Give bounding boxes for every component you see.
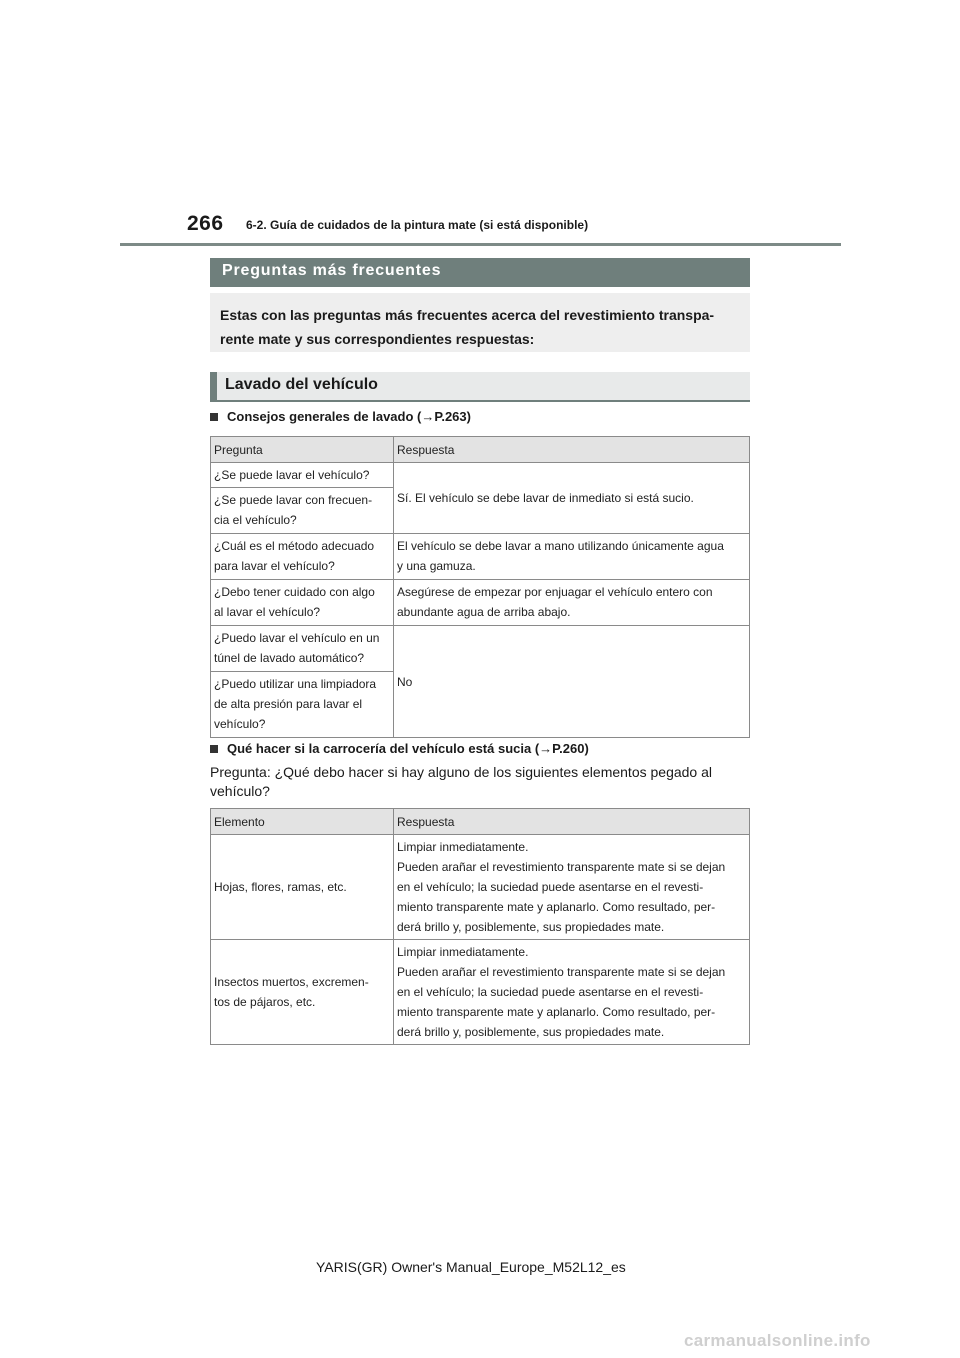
column-header-answer: Respuesta <box>394 437 750 463</box>
answer-cell <box>394 940 750 1045</box>
cell-line: túnel de lavado automático? <box>214 651 365 665</box>
table-row <box>211 580 750 626</box>
cell-line: ¿Se puede lavar el vehículo? <box>214 468 370 482</box>
page-title: Preguntas más frecuentes <box>210 258 750 287</box>
footer-manual-id: YARIS(GR) Owner's Manual_Europe_M52L12_es <box>316 1259 626 1275</box>
answer-cell <box>394 534 750 580</box>
cell-line: No <box>397 674 413 689</box>
cell-line: de alta presión para lavar el <box>214 697 363 711</box>
paragraph-line: vehículo? <box>210 783 270 799</box>
cell-line: Pueden arañar el revestimiento transparente mate si se dejan <box>397 965 726 979</box>
cell-line: ¿Se puede lavar con frecuen- <box>214 493 373 507</box>
cell-line: Hojas, flores, ramas, etc. <box>214 880 347 894</box>
subsection-title: Lavado del vehículo <box>210 372 750 402</box>
element-cell <box>211 940 394 1045</box>
cell-line: vehículo? <box>214 717 266 731</box>
cell-line: Limpiar inmediatamente. <box>397 945 529 959</box>
table-header-row <box>211 437 750 463</box>
bullet-heading-washing <box>210 409 471 424</box>
answer-cell <box>394 626 750 738</box>
cell-line: ¿Puedo utilizar una limpiadora <box>214 677 377 691</box>
column-header-answer: Respuesta <box>394 809 750 835</box>
cell-line: derá brillo y, posiblemente, sus propiedades mate. <box>397 920 665 934</box>
cell-line: en el vehículo; la suciedad puede asentarse en el revesti- <box>397 880 704 894</box>
cell-line: abundante agua de arriba abajo. <box>397 605 571 619</box>
cell-line: miento transparente mate y aplanarlo. Como resultado, per- <box>397 1005 716 1019</box>
square-bullet-icon <box>210 745 218 753</box>
element-cell <box>211 835 394 940</box>
question-cell <box>211 463 394 488</box>
cell-line: tos de pájaros, etc. <box>214 995 316 1009</box>
intro-line: Estas con las preguntas más frecuentes acerca del revestimiento transpa- <box>220 307 715 323</box>
cell-line: ¿Debo tener cuidado con algo <box>214 585 375 599</box>
dirty-body-table <box>210 808 750 1045</box>
cell-line: y una gamuza. <box>397 559 476 573</box>
answer-cell <box>394 463 750 534</box>
cell-line: Insectos muertos, excremen- <box>214 975 369 989</box>
answer-cell <box>394 580 750 626</box>
washing-faq-table <box>210 436 750 738</box>
watermark: carmanualsonline.info <box>684 1331 871 1350</box>
cell-line: para lavar el vehículo? <box>214 559 335 573</box>
table-row <box>211 940 750 1045</box>
square-bullet-icon <box>210 413 218 421</box>
cell-line: El vehículo se debe lavar a mano utilizando únicamente agua <box>397 539 724 553</box>
column-header-question: Pregunta <box>211 437 394 463</box>
intro-line: rente mate y sus correspondientes respuestas: <box>220 331 535 347</box>
cell-line: al lavar el vehículo? <box>214 605 321 619</box>
cell-line: ¿Puedo lavar el vehículo en un <box>214 631 380 645</box>
question-cell <box>211 626 394 672</box>
answer-cell <box>394 835 750 940</box>
table-row <box>211 534 750 580</box>
question-cell <box>211 580 394 626</box>
column-header-element: Elemento <box>211 809 394 835</box>
bullet-heading-text[interactable]: Qué hacer si la carrocería del vehículo está sucia (→P.260) <box>227 741 589 756</box>
intro-box <box>210 293 750 352</box>
cell-line: ¿Cuál es el método adecuado <box>214 539 375 553</box>
question-cell <box>211 672 394 738</box>
table-row <box>211 835 750 940</box>
header-divider <box>120 243 841 246</box>
cell-line: Sí. El vehículo se debe lavar de inmediato si está sucio. <box>397 491 694 505</box>
cell-line: en el vehículo; la suciedad puede asentarse en el revesti- <box>397 985 704 999</box>
cell-line: cia el vehículo? <box>214 513 297 527</box>
cell-line: Pueden arañar el revestimiento transparente mate si se dejan <box>397 860 726 874</box>
bullet-heading-text[interactable]: Consejos generales de lavado (→P.263) <box>227 409 471 424</box>
question-cell <box>211 534 394 580</box>
bullet-heading-dirty-body <box>210 741 589 756</box>
table-row <box>211 463 750 488</box>
cell-line: Asegúrese de empezar por enjuagar el vehículo entero con <box>397 585 713 599</box>
section-header: 6-2. Guía de cuidados de la pintura mate (si está disponible) <box>246 218 589 232</box>
cell-line: Limpiar inmediatamente. <box>397 840 529 854</box>
paragraph-line: Pregunta: ¿Qué debo hacer si hay alguno de los siguientes elementos pegado al <box>210 764 713 780</box>
question-cell <box>211 488 394 534</box>
cell-line: miento transparente mate y aplanarlo. Como resultado, per- <box>397 900 716 914</box>
cell-line: derá brillo y, posiblemente, sus propiedades mate. <box>397 1025 665 1039</box>
question-paragraph <box>210 763 755 801</box>
table-header-row <box>211 809 750 835</box>
table-row <box>211 626 750 672</box>
page-number: 266 <box>187 212 224 235</box>
